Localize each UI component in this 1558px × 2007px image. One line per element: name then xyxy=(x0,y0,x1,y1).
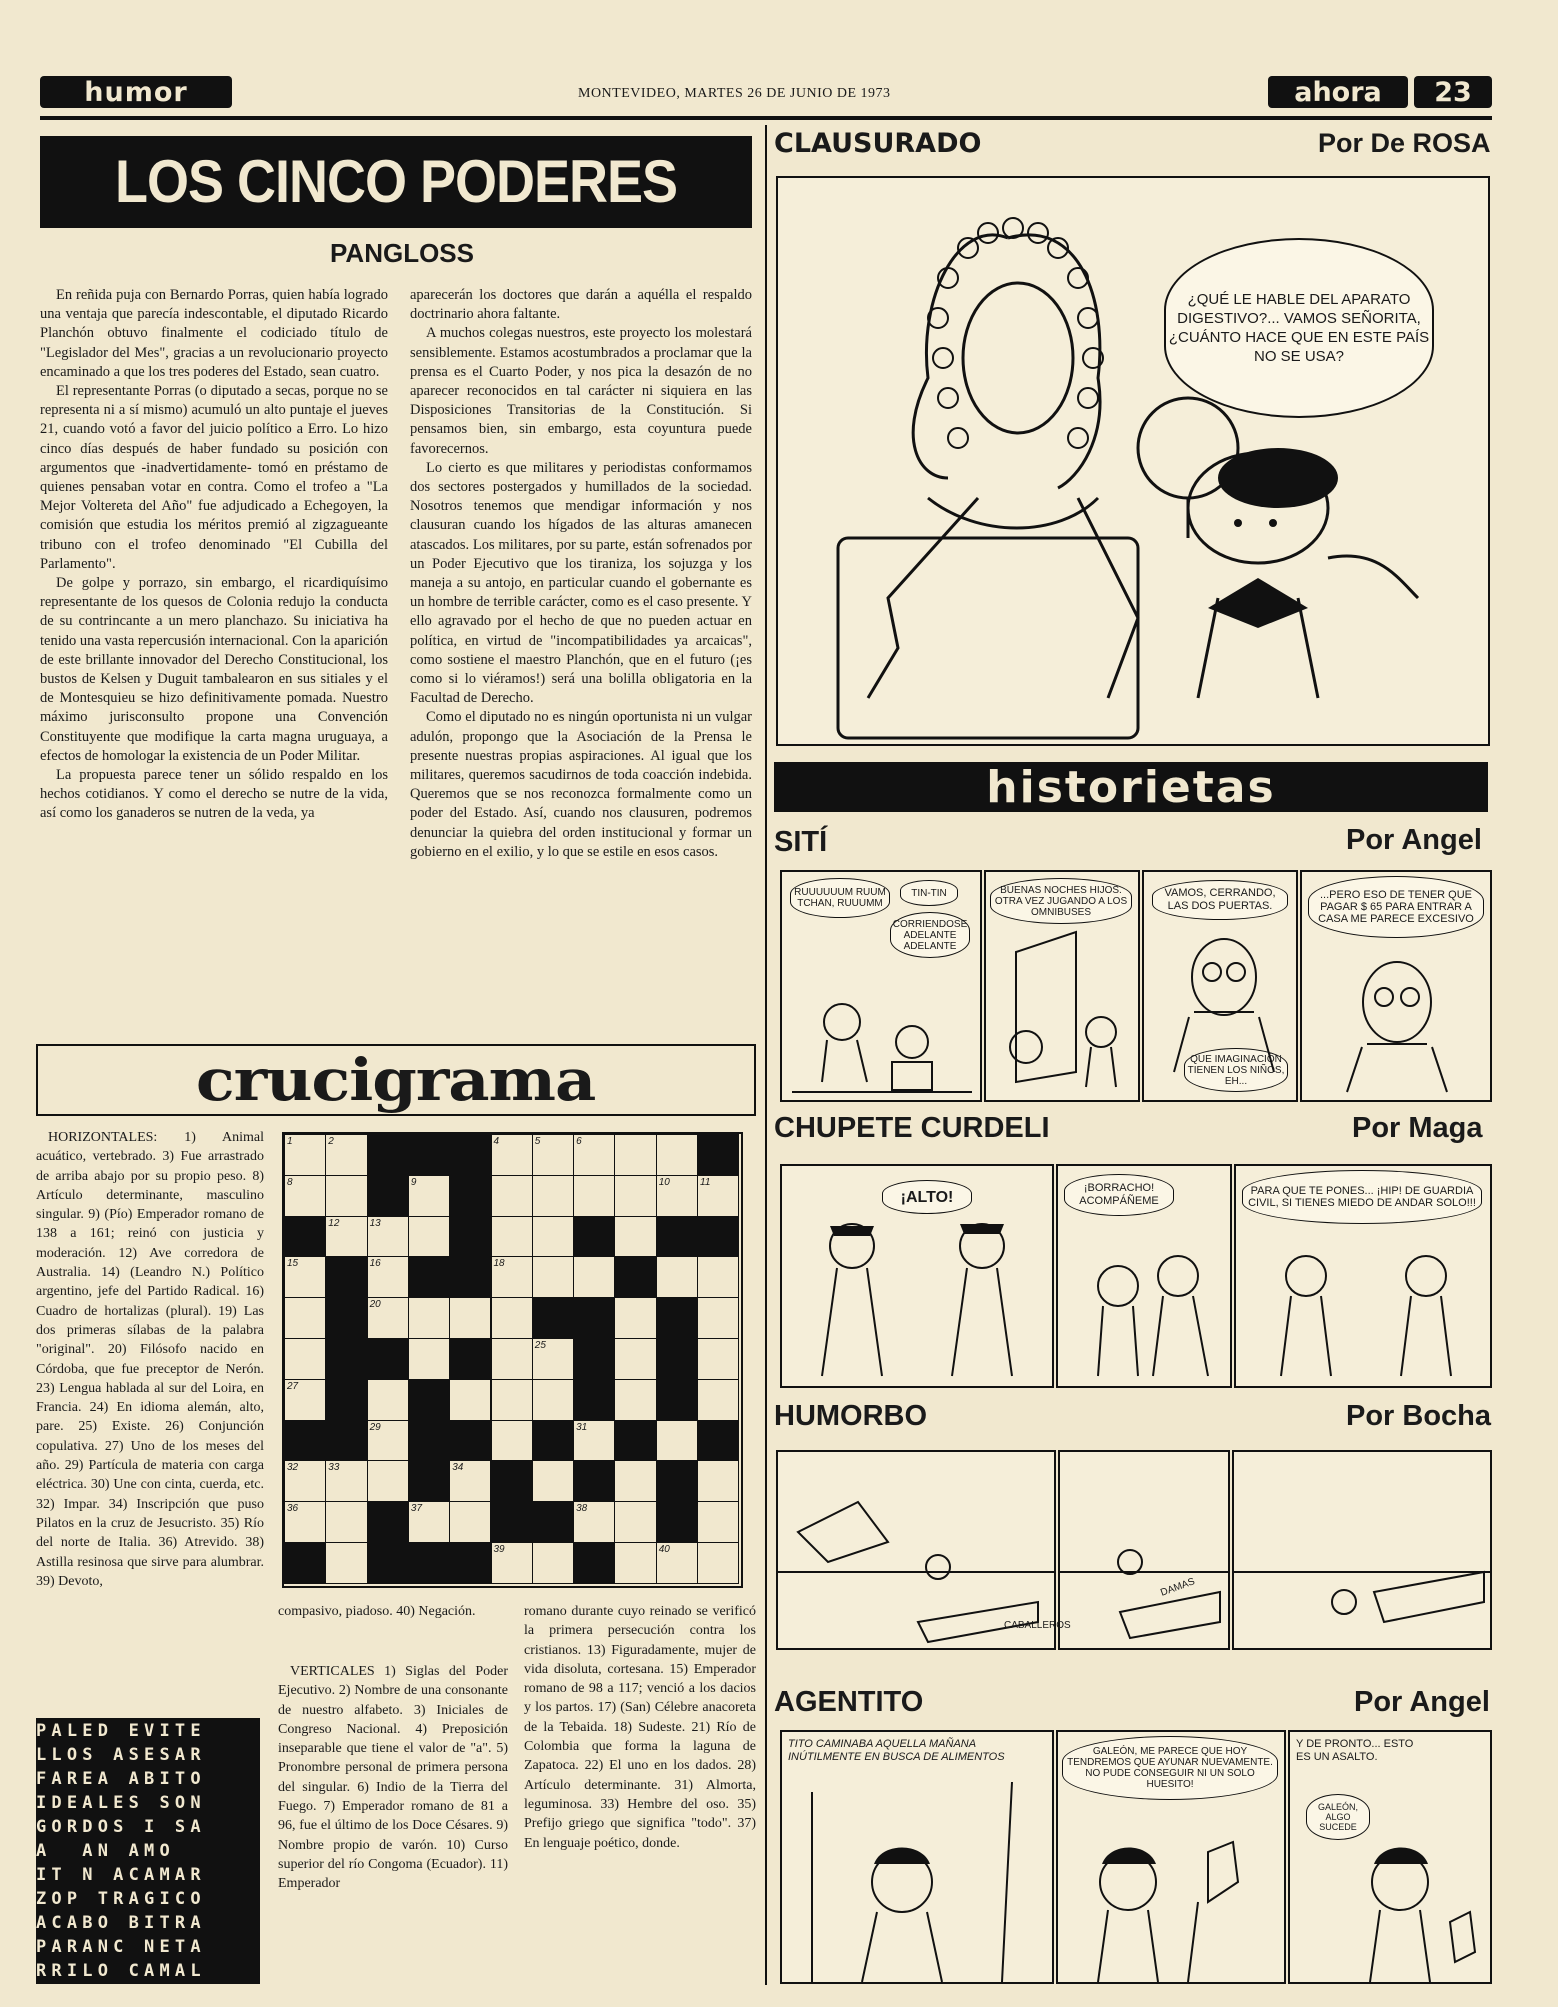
crossword-number: 12 xyxy=(328,1217,340,1229)
crossword-cell[interactable] xyxy=(697,1460,739,1502)
crossword-number: 40 xyxy=(658,1544,670,1555)
crossword-cell[interactable] xyxy=(532,1297,574,1339)
crossword-cell[interactable] xyxy=(532,1256,574,1298)
crossword-number: 8 xyxy=(287,1176,293,1188)
paragraph: La propuesta parece tener un sólido respaldo en los hechos cotidianos. Y como el derecho se nutre de la vida, así como los ganaderos se nutren de la veda, ya xyxy=(40,767,388,822)
crossword-cell[interactable] xyxy=(697,1297,739,1339)
siti-author: Por Angel xyxy=(1346,824,1482,856)
siti-balloon-1: RUUUUUUM RUUM TCHAN, RUUUMM xyxy=(790,878,890,918)
crossword-cell[interactable] xyxy=(284,1542,326,1584)
paragraph: aparecerán los doctores que darán a aquélla el respaldo doctrinario ahora faltante. xyxy=(410,287,752,323)
chupete-drawing-2 xyxy=(1058,1166,1230,1386)
chupete-panel-1 xyxy=(780,1164,1054,1388)
chupete-drawing-3 xyxy=(1236,1166,1490,1386)
crossword-cell[interactable] xyxy=(367,1338,409,1380)
article-title-box xyxy=(40,136,752,228)
crossword-cell[interactable] xyxy=(325,1542,367,1584)
clausurado-balloon: ¿QUÉ LE HABLE DEL APARATO DIGESTIVO?... VAMOS SEÑORITA, ¿CUÁNTO HACE QUE EN ESTE PAÍS NO SE USA? xyxy=(1164,238,1434,418)
crossword-title: crucigrama xyxy=(196,1046,596,1114)
crossword-number: 5 xyxy=(534,1136,541,1147)
section-tag-label: humor xyxy=(84,76,188,108)
verticales-continued: romano durante cuyo reinado se verificó la primera persecución contra los cristianos. 13) Figuradamente, mujer de vida disoluta, cortesana. 15) Emperador romano de 98 a 117; venció a los dacios y los partos. 17) (San) Célebre anacoreta de la Tebaida. 18) Sudeste. 21) Río de Colombia que forma la laguna de Zapatoca. 22) El uno en los dados. 28) Artículo determinante. 31) Almorta, leguminosa. 33) Hembre del oso. 35) Prefijo griego que significa "todo". 37) En lenguaje poético, donde. xyxy=(524,1604,756,1851)
crossword-cell[interactable] xyxy=(325,1501,367,1543)
crossword-number: 13 xyxy=(369,1217,381,1229)
chupete-drawing-1 xyxy=(782,1166,1052,1386)
crossword-cell[interactable] xyxy=(573,1175,615,1217)
siti-panel-2 xyxy=(984,870,1140,1102)
article-column-2 xyxy=(410,286,752,1034)
crossword-cell[interactable] xyxy=(408,1216,450,1258)
section-tag xyxy=(40,76,232,108)
crossword-cell[interactable] xyxy=(697,1420,739,1462)
crossword-cell[interactable] xyxy=(408,1542,450,1584)
crossword-cell[interactable] xyxy=(614,1175,656,1217)
crossword-number: 9 xyxy=(410,1176,417,1188)
siti-panel-1 xyxy=(780,870,982,1102)
crossword-cell[interactable] xyxy=(532,1420,574,1462)
humorbo-sign-damas: DAMAS xyxy=(1159,1576,1197,1599)
crossword-cell[interactable] xyxy=(491,1501,533,1543)
clausurado-cartoon xyxy=(776,176,1490,746)
crossword-number: 6 xyxy=(576,1136,582,1147)
crossword-cell[interactable] xyxy=(408,1134,450,1176)
crossword-cell[interactable] xyxy=(532,1338,574,1380)
crossword-cell[interactable] xyxy=(284,1379,326,1421)
crossword-cell[interactable] xyxy=(284,1501,326,1543)
crossword-cell[interactable] xyxy=(614,1542,656,1584)
horizontales-clues: HORIZONTALES: 1) Animal acuático, vertebrado. 3) Fue arrastrado de arriba abajo por su propio peso. 8) Artículo determinante, masculino singular. 9) (Pío) Emperador romano de 138 a 161; reinó con justicia y moderación. 12) Ave corredora de Australia. 14) (Leandro N.) Político argentino, jefe del Partido Radical. 16) Cuadro de hortalizas (plural). 19) Las dos primeras sílabas de la palabra "original". 20) Filósofo nacido en Córdoba, que fue preceptor de Nerón. 23) Lengua hablada al sur del Loira, en Francia. 24) En idioma alemán, alto, pare. 25) Existe. 26) Conjunción copulativa. 27) Uno de los meses del año. 29) Partícula de materia con carga eléctrica. 30) Une con cinta, cuerda, etc. 32) Impar. 34) Inscripción que puso Pilatos en la cruz de Jesucristo. 35) Río del norte de Italia. 36) Atrevido. 38) Astilla resinosa que sirve para alumbrar. 39) Devoto, xyxy=(36,1130,264,1589)
crossword-cell[interactable] xyxy=(697,1379,739,1421)
crossword-cell[interactable] xyxy=(532,1134,574,1176)
crossword-cell[interactable] xyxy=(532,1542,574,1584)
siti-balloon-7: QUE IMAGINACIÓN TIENEN LOS NIÑOS, EH... xyxy=(1184,1048,1288,1092)
crossword-cell[interactable] xyxy=(532,1216,574,1258)
siti-balloon-2: TIN-TIN xyxy=(900,880,958,906)
crossword-cell[interactable] xyxy=(656,1256,698,1298)
chupete-balloon-2: ¡BORRACHO! ACOMPÁÑEME xyxy=(1064,1174,1174,1216)
crossword-number: 39 xyxy=(493,1544,505,1555)
page-number-label: 23 xyxy=(1434,76,1472,108)
crossword-cell[interactable] xyxy=(491,1379,533,1421)
humorbo-sign-caballeros: CABALLEROS xyxy=(1004,1620,1071,1631)
siti-panel-3 xyxy=(1142,870,1298,1102)
siti-drawing-1 xyxy=(782,872,980,1100)
crossword-number: 38 xyxy=(576,1503,588,1515)
solution-row: PALED EVITE xyxy=(36,1721,206,1741)
crossword-cell[interactable] xyxy=(573,1379,615,1421)
crossword-cell[interactable] xyxy=(573,1338,615,1380)
crossword-cell[interactable] xyxy=(325,1297,367,1339)
paper-name-label: ahora xyxy=(1294,76,1382,108)
humorbo-author: Por Bocha xyxy=(1346,1400,1492,1432)
crossword-cell[interactable] xyxy=(532,1379,574,1421)
crossword-number: 33 xyxy=(328,1462,340,1474)
chupete-panel-2 xyxy=(1056,1164,1232,1388)
crossword-grid xyxy=(282,1132,743,1588)
crossword-cell[interactable] xyxy=(449,1542,491,1584)
header-rule xyxy=(40,116,1492,120)
solution-row: FAREA ABITO xyxy=(36,1769,206,1789)
article-column-1 xyxy=(40,286,388,1034)
crossword-number: 4 xyxy=(493,1136,500,1147)
crossword-cell[interactable] xyxy=(367,1297,409,1339)
agentito-title: AGENTITO xyxy=(774,1686,924,1718)
clausurado-author: Por De ROSA xyxy=(1318,128,1491,158)
humorbo-panel-2 xyxy=(1058,1450,1230,1650)
paragraph: De golpe y porrazo, sin embargo, el ricardiquísimo representante de los quesos de Colonia redujo la conducta de su contrincante a un mero planchazo. Su iniciativa ha tenido una vasta repercusión internacional. Con la aparición de este brillante innovador del Derecho Constitucional, los bustos de Kelsen y Duguit tambalearon en sus sitiales y el de Montesquieu se hizo definitivamente pomada. Nuestro máximo jurisconsulto propone una Convención Constituyente que modifique la carta magna uruguaya, a efectos de homologar la existencia de un Poder Militar. xyxy=(40,575,388,764)
crossword-cell[interactable] xyxy=(325,1175,367,1217)
agentito-panel-2 xyxy=(1056,1730,1286,1984)
crossword-cell[interactable] xyxy=(408,1338,450,1380)
solution-row: ACABO BITRA xyxy=(36,1913,206,1933)
crossword-cell[interactable] xyxy=(491,1256,533,1298)
crossword-number: 25 xyxy=(534,1340,546,1351)
chupete-title: CHUPETE CURDELI xyxy=(774,1112,1050,1144)
paragraph: El representante Porras (o diputado a secas, porque no se representa ni a sí mismo) acumuló un alto puntaje el jueves 21, cuando votó a favor del juicio político a Erro. Lo hizo cinco días después de haber fundado su posición con argumentos que -inadvertidamente- tomó en préstamo de quienes pensaban votar en contra. Como el trofeo a "La Mejor Voltereta del Año" fue adjudicado a Echegoyen, la comisión que estudia los méritos premió al zigzagueante tribuno con el trofeo denominado "El Cubilla del Parlamento". xyxy=(40,383,388,572)
paragraph: Lo cierto es que militares y periodistas conformamos dos sectores postergados y humillados de la sociedad. Nosotros tenemos que mendigar información y nos clausuran cuando los hígados de las alturas amanecen atascados. Los militares, por su parte, están sofrenados por un Poder Ejecutivo que los tiraniza, los sojuzga y los maneja a su antojo, en particular cuando el gobernante es un hombre de terrible carácter, como es el caso presente. Y ello agravado por el hecho de que no pueden actuar en política, en virtud de "incompatibilidades ya arcaicas", como sostiene el maestro Planchón, que en el futuro (¡es como si lo viéramos!) será una bolilla obligatoria en la Facultad de Derecho. xyxy=(410,459,752,707)
crossword-cell[interactable] xyxy=(614,1420,656,1462)
crossword-cell[interactable] xyxy=(614,1297,656,1339)
agentito-drawing-2 xyxy=(1058,1732,1284,1982)
crossword-cell[interactable] xyxy=(656,1379,698,1421)
crossword-number: 10 xyxy=(658,1176,670,1188)
crossword-cell[interactable] xyxy=(367,1216,409,1258)
crossword-cell[interactable] xyxy=(408,1297,450,1339)
solution-row: IT N ACAMAR xyxy=(36,1865,206,1885)
crossword-solution xyxy=(36,1718,260,1984)
crossword-cell[interactable] xyxy=(284,1460,326,1502)
siti-balloon-5: VAMOS, CERRANDO, LAS DOS PUERTAS. xyxy=(1152,880,1288,920)
chupete-balloon-1: ¡ALTO! xyxy=(882,1180,972,1214)
agentito-author: Por Angel xyxy=(1354,1686,1490,1718)
crossword-cell[interactable] xyxy=(656,1460,698,1502)
crossword-cell[interactable] xyxy=(697,1501,739,1543)
crossword-cell[interactable] xyxy=(367,1134,409,1176)
crossword-cell[interactable] xyxy=(325,1134,367,1176)
chupete-panel-3 xyxy=(1234,1164,1492,1388)
crossword-cell[interactable] xyxy=(656,1420,698,1462)
crossword-cell[interactable] xyxy=(284,1134,326,1176)
solution-row: PARANC NETA xyxy=(36,1937,206,1957)
paragraph: En reñida puja con Bernardo Porras, quien había logrado una ventaja que parecía indescontable, el diputado Ricardo Planchón obtuvo finalmente el codiciado título de "Legislador del Mes", gracias a un revolucionario proyecto encaminado a que los tres poderes del Estado, sean cuatro. xyxy=(40,287,388,380)
crossword-cell[interactable] xyxy=(325,1460,367,1502)
crossword-cell[interactable] xyxy=(408,1501,450,1543)
crossword-cell[interactable] xyxy=(284,1297,326,1339)
crossword-cell[interactable] xyxy=(284,1338,326,1380)
crossword-cell[interactable] xyxy=(449,1134,491,1176)
dateline: MONTEVIDEO, MARTES 26 DE JUNIO DE 1973 xyxy=(578,86,891,101)
crossword-number: 32 xyxy=(287,1462,299,1474)
crossword-cell[interactable] xyxy=(656,1338,698,1380)
crossword-cell[interactable] xyxy=(367,1379,409,1421)
article-title: LOS CINCO PODERES xyxy=(114,148,678,216)
crossword-cell[interactable] xyxy=(491,1134,533,1176)
crossword-number: 20 xyxy=(369,1299,381,1311)
crossword-cell[interactable] xyxy=(449,1256,491,1298)
paragraph: Como el diputado no es ningún oportunista ni un vulgar adulón, propongo que la Asociación de la Prensa le presente nuestras propias aspiraciones. Al igual que los militares, queremos sacudirnos de toda coacción indebida. Queremos que se nos reconozca formalmente como un poder del Estado. Así, cuando nos clausuren, podremos denunciar la quiebra del orden institucional y formar un gobierno en el exilio, y lo que se estile en esos casos. xyxy=(410,709,752,860)
article-byline: PANGLOSS xyxy=(330,238,474,268)
agentito-panel-1 xyxy=(780,1730,1054,1984)
crossword-cell[interactable] xyxy=(656,1134,698,1176)
solution-row: IDEALES SON xyxy=(36,1793,206,1813)
crossword-cell[interactable] xyxy=(367,1460,409,1502)
crossword-cell[interactable] xyxy=(656,1542,698,1584)
crossword-cell[interactable] xyxy=(449,1216,491,1258)
crossword-cell[interactable] xyxy=(367,1256,409,1298)
siti-balloon-6: ...PERO ESO DE TENER QUE PAGAR $ 65 PARA ENTRAR A CASA ME PARECE EXCESIVO xyxy=(1308,876,1484,938)
crossword-cell[interactable] xyxy=(656,1501,698,1543)
crossword-cell[interactable] xyxy=(697,1542,739,1584)
crossword-cell[interactable] xyxy=(408,1379,450,1421)
crossword-cell[interactable] xyxy=(573,1216,615,1258)
crossword-number: 2 xyxy=(328,1136,334,1147)
crossword-cell[interactable] xyxy=(656,1175,698,1217)
crossword-number: 27 xyxy=(287,1380,299,1392)
crossword-number: 11 xyxy=(700,1176,711,1188)
crossword-cell[interactable] xyxy=(532,1501,574,1543)
siti-drawing-4 xyxy=(1302,872,1490,1100)
crossword-cell[interactable] xyxy=(656,1216,698,1258)
historietas-label: historietas xyxy=(986,761,1276,813)
crossword-cell[interactable] xyxy=(614,1379,656,1421)
crossword-cell[interactable] xyxy=(697,1175,739,1217)
agentito-drawing-3 xyxy=(1290,1732,1490,1982)
crossword-cell[interactable] xyxy=(614,1256,656,1298)
crossword-cell[interactable] xyxy=(449,1297,491,1339)
crossword-cell[interactable] xyxy=(491,1297,533,1339)
crossword-cell[interactable] xyxy=(614,1134,656,1176)
crossword-cell[interactable] xyxy=(656,1297,698,1339)
solution-row: A AN AMO xyxy=(36,1841,206,1861)
crossword-cell[interactable] xyxy=(367,1420,409,1462)
crossword-cell[interactable] xyxy=(449,1338,491,1380)
agentito-caption-3: Y DE PRONTO... ESTO ES UN ASALTO. xyxy=(1296,1738,1414,1763)
siti-title: SITÍ xyxy=(774,826,828,858)
crossword-number: 1 xyxy=(287,1136,293,1147)
crossword-cell[interactable] xyxy=(449,1460,491,1502)
clausurado-title: CLAUSURADO xyxy=(774,128,982,159)
solution-row: GORDOS I SA xyxy=(36,1817,206,1837)
crossword-cell[interactable] xyxy=(367,1175,409,1217)
crossword-number: 37 xyxy=(410,1503,423,1515)
siti-balloon-4: BUENAS NOCHES HIJOS. OTRA VEZ JUGANDO A LOS OMNIBUSES xyxy=(990,878,1132,924)
crossword-cell[interactable] xyxy=(532,1460,574,1502)
humorbo-drawing-2 xyxy=(1060,1452,1228,1648)
crossword-cell[interactable] xyxy=(573,1297,615,1339)
crossword-number: 29 xyxy=(369,1421,381,1433)
crossword-cell[interactable] xyxy=(614,1460,656,1502)
crossword-cell[interactable] xyxy=(491,1216,533,1258)
chupete-author: Por Maga xyxy=(1352,1112,1483,1144)
solution-row: ZOP TRAGICO xyxy=(36,1889,206,1909)
crossword-cell[interactable] xyxy=(491,1542,533,1584)
chupete-balloon-3: PARA QUE TE PONES... ¡HIP! DE GUARDIA CIVIL, SI TIENES MIEDO DE ANDAR SOLO!!! xyxy=(1242,1170,1482,1224)
siti-drawing-2 xyxy=(986,872,1138,1100)
agentito-balloon-3: GALEÓN, ALGO SUCEDE xyxy=(1306,1794,1370,1840)
siti-balloon-3: CORRIENDOSE ADELANTE ADELANTE xyxy=(890,912,970,958)
agentito-drawing-1 xyxy=(782,1732,1052,1982)
crossword-cell[interactable] xyxy=(614,1338,656,1380)
crossword-number: 15 xyxy=(287,1258,299,1270)
humorbo-drawing-1 xyxy=(778,1452,1054,1648)
crossword-cell[interactable] xyxy=(408,1256,450,1298)
paragraph: A muchos colegas nuestros, este proyecto los molestará sensiblemente. Estamos acostumbrados a proclamar que la prensa es el Cuarto Poder, y nos pica la desazón de no aparecer reconocidos en tal carácter ni siquiera en las Disposiciones Transitorias de la Constitución. Si pensamos bien, sin embargo, esta coyuntura puede favorecernos. xyxy=(410,325,752,457)
crossword-cell[interactable] xyxy=(573,1256,615,1298)
crossword-cell[interactable] xyxy=(532,1175,574,1217)
crossword-cell[interactable] xyxy=(325,1420,367,1462)
crossword-number: 16 xyxy=(369,1258,381,1270)
humorbo-drawing-3 xyxy=(1234,1452,1490,1648)
crossword-cell[interactable] xyxy=(573,1501,615,1543)
crossword-cell[interactable] xyxy=(284,1256,326,1298)
crossword-cell[interactable] xyxy=(325,1338,367,1380)
crossword-cell[interactable] xyxy=(325,1216,367,1258)
historietas-banner xyxy=(774,762,1488,812)
crossword-cell[interactable] xyxy=(614,1216,656,1258)
crossword-cell[interactable] xyxy=(491,1338,533,1380)
crossword-cell[interactable] xyxy=(367,1542,409,1584)
agentito-panel-3 xyxy=(1288,1730,1492,1984)
crossword-cell[interactable] xyxy=(573,1460,615,1502)
solution-row: RRILO CAMAL xyxy=(36,1961,206,1981)
crossword-cell[interactable] xyxy=(449,1379,491,1421)
crossword-cell[interactable] xyxy=(573,1420,615,1462)
solution-row: LLOS ASESAR xyxy=(36,1745,206,1765)
crossword-title-box xyxy=(36,1044,756,1116)
crossword-cell[interactable] xyxy=(573,1134,615,1176)
crossword-cell[interactable] xyxy=(408,1175,450,1217)
crossword-cell[interactable] xyxy=(573,1542,615,1584)
crossword-cell[interactable] xyxy=(697,1216,739,1258)
crossword-number: 36 xyxy=(287,1503,299,1515)
humorbo-title: HUMORBO xyxy=(774,1400,928,1432)
column-divider xyxy=(765,125,767,1985)
crossword-cell[interactable] xyxy=(284,1420,326,1462)
agentito-balloon-1: GALEÓN, ME PARECE QUE HOY TENDREMOS QUE AYUNAR NUEVAMENTE. NO PUDE CONSEGUIR NI UN SOLO HUESITO! xyxy=(1062,1736,1278,1800)
crossword-number: 18 xyxy=(493,1258,505,1270)
crossword-cell[interactable] xyxy=(614,1501,656,1543)
crossword-number: 31 xyxy=(576,1421,588,1433)
crossword-cell[interactable] xyxy=(325,1379,367,1421)
crossword-cell[interactable] xyxy=(697,1134,739,1176)
crossword-cell[interactable] xyxy=(408,1460,450,1502)
crossword-cell[interactable] xyxy=(284,1216,326,1258)
crossword-cell[interactable] xyxy=(697,1338,739,1380)
paper-name xyxy=(1268,76,1408,108)
crossword-cell[interactable] xyxy=(697,1256,739,1298)
crossword-cell[interactable] xyxy=(408,1420,450,1462)
crossword-cell[interactable] xyxy=(491,1175,533,1217)
page-number xyxy=(1414,76,1492,108)
crossword-cell[interactable] xyxy=(449,1420,491,1462)
verticales-clues: VERTICALES 1) Siglas del Poder Ejecutivo. 2) Nombre de una consonante de nuestro alfabeto. 3) Iniciales de Congreso Nacional. 4) Preposición inseparable que tiene el valor de "a". 5) Pronombre personal de primera persona del singular. 6) Indio de la Tierra del Fuego. 7) Emperador romano de 81 a 96, fue el último de los Doce Césares. 9) Nombre propio de varón. 10) Curso superior del río Congoma (Ecuador). 11) Emperador xyxy=(278,1664,508,1892)
crossword-number: 34 xyxy=(452,1462,464,1474)
crossword-cell[interactable] xyxy=(449,1175,491,1217)
crossword-cell[interactable] xyxy=(449,1501,491,1543)
siti-panel-4 xyxy=(1300,870,1492,1102)
crossword-cell[interactable] xyxy=(325,1256,367,1298)
horizontales-continued: compasivo, piadoso. 40) Negación. xyxy=(278,1604,476,1619)
crossword-cell[interactable] xyxy=(491,1460,533,1502)
crossword-cell[interactable] xyxy=(491,1420,533,1462)
crossword-cell[interactable] xyxy=(367,1501,409,1543)
agentito-caption-1: TITO CAMINABA AQUELLA MAÑANA INÚTILMENTE EN BUSCA DE ALIMENTOS xyxy=(788,1738,1005,1763)
siti-drawing-3 xyxy=(1144,872,1296,1100)
crossword-cell[interactable] xyxy=(284,1175,326,1217)
